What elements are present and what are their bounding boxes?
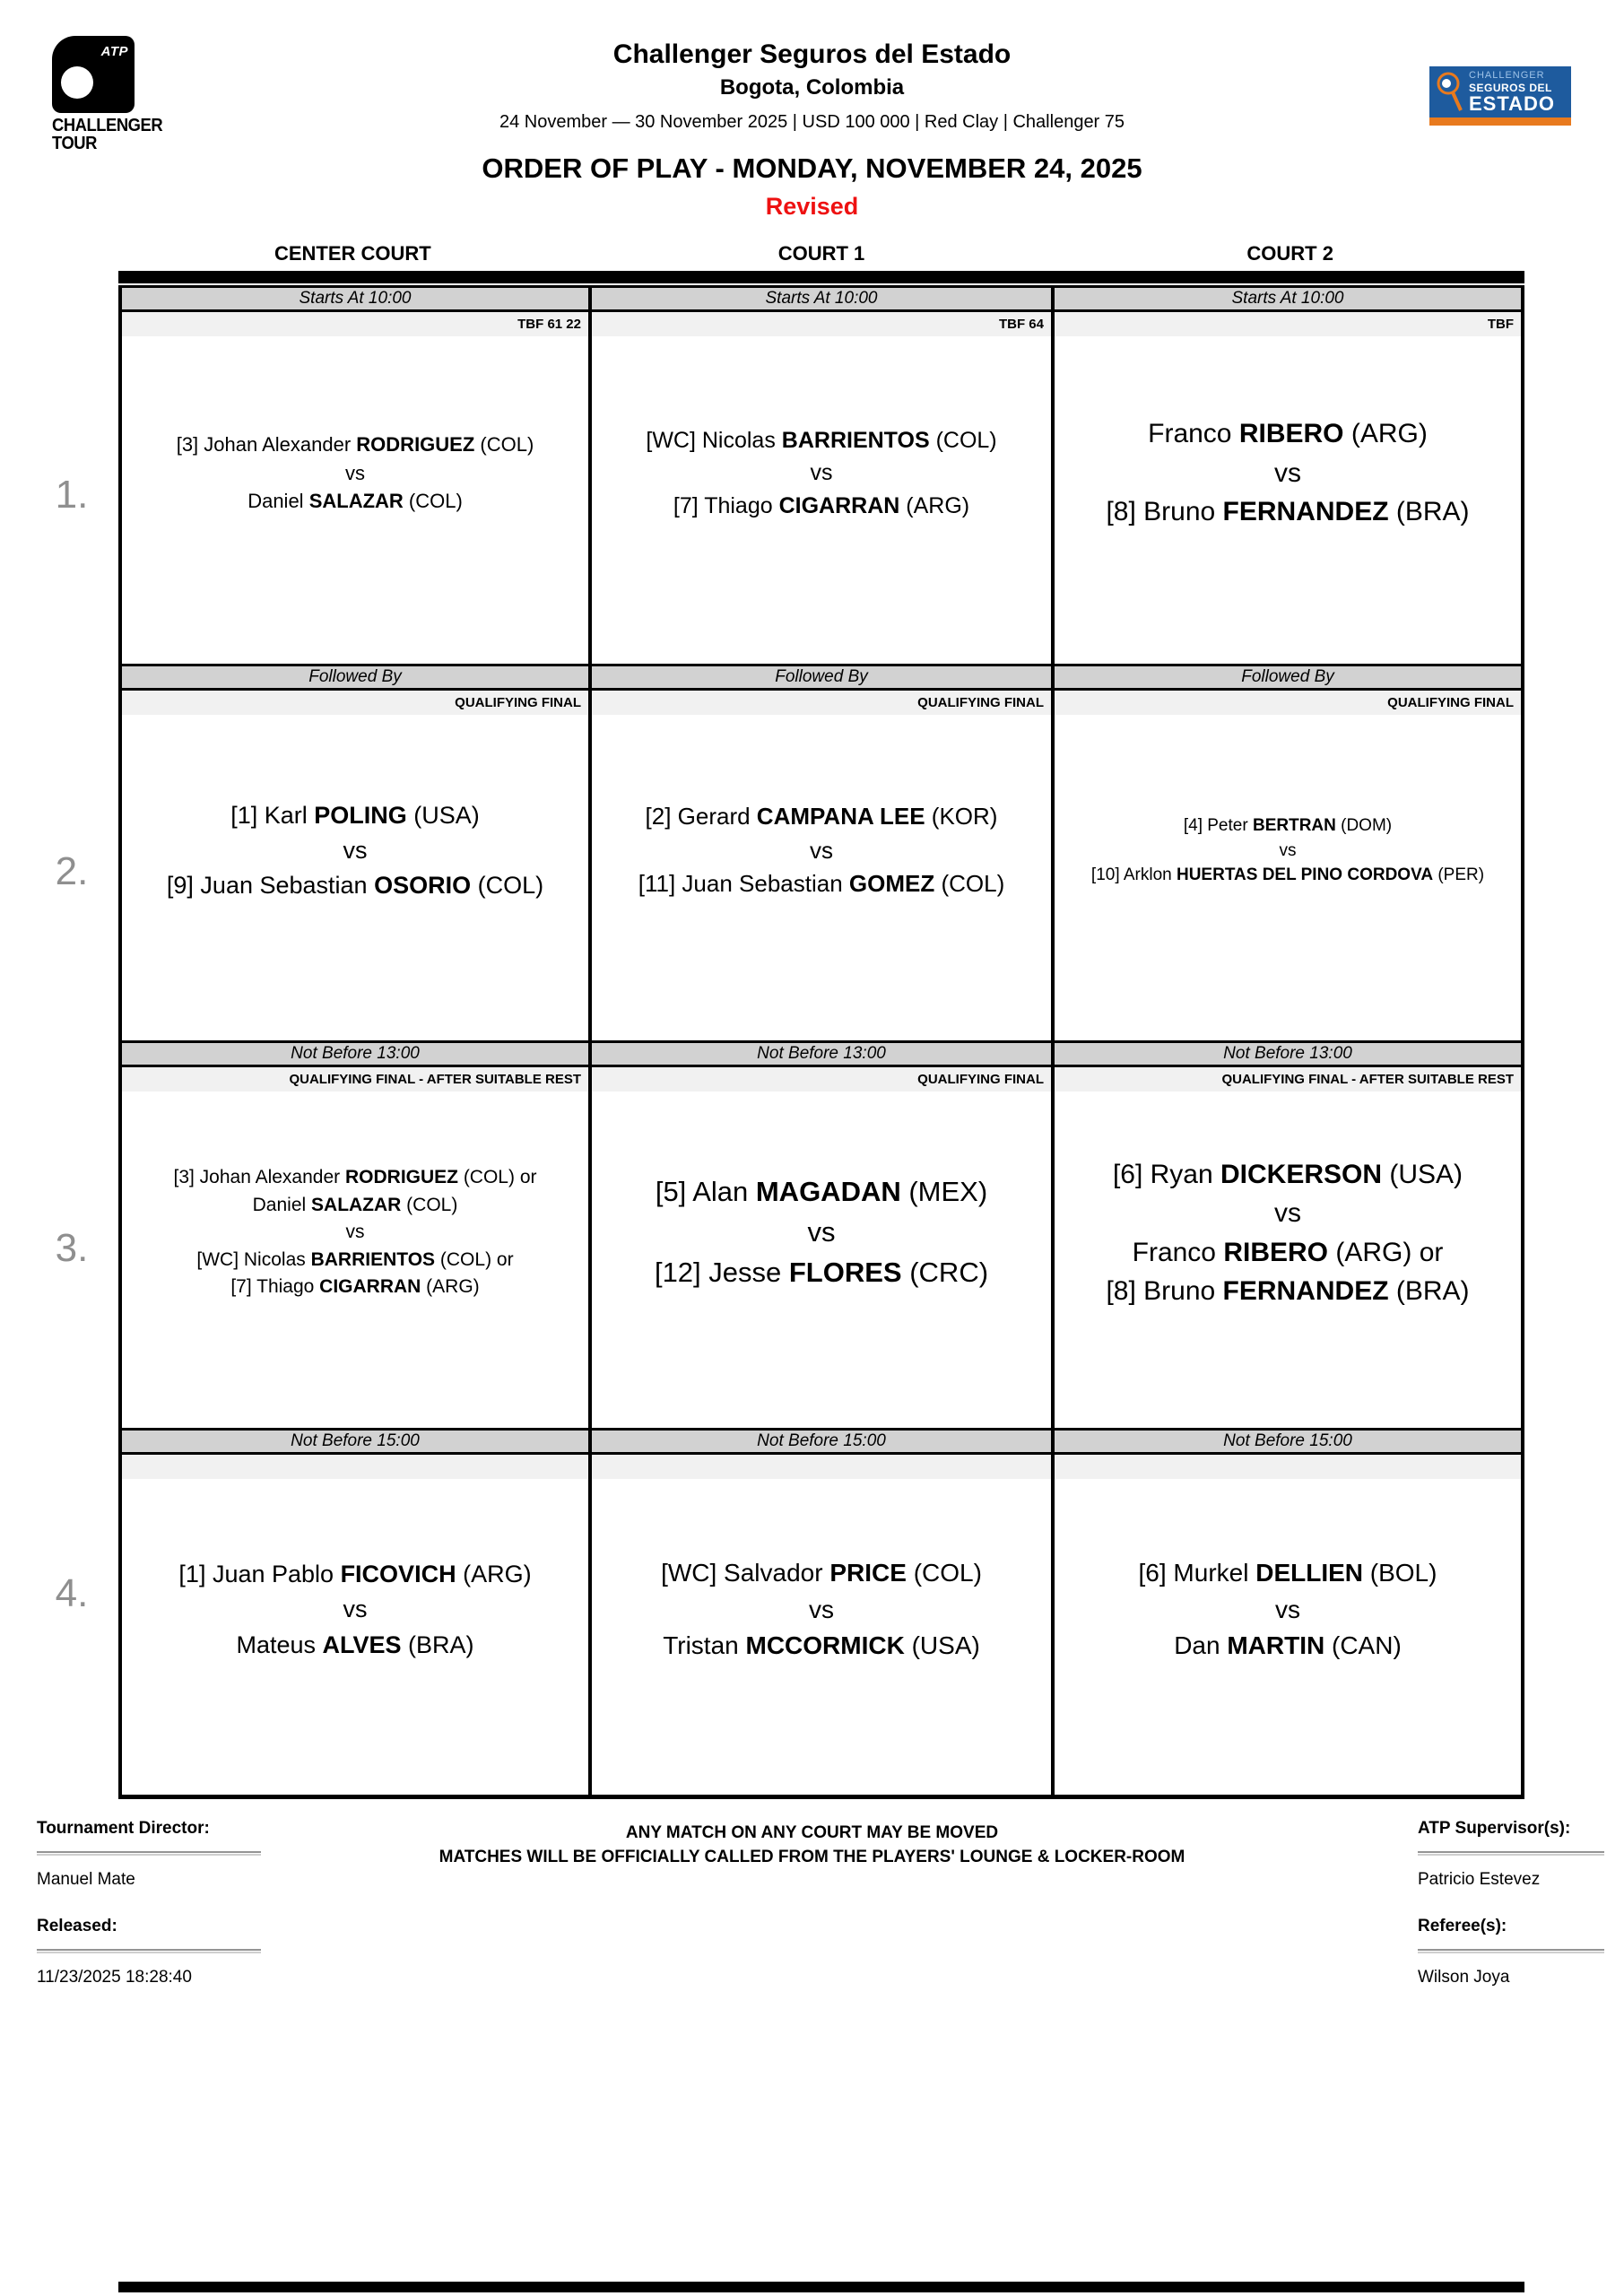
row-number-3: 3. xyxy=(55,1226,89,1270)
footer-notice xyxy=(269,1821,1355,1869)
match-players: [4] Peter BERTRAN (DOM) vs [10] Arklon HUERTAS DEL PINO CORDOVA (PER) xyxy=(1055,715,1521,1040)
released-label: Released: xyxy=(37,1917,117,1935)
match-players: [3] Johan Alexander RODRIGUEZ (COL) vs Daniel SALAZAR (COL) xyxy=(122,336,588,664)
sponsor-line2: SEGUROS DEL xyxy=(1469,81,1552,94)
released-timestamp: 11/23/2025 18:28:40 xyxy=(37,1968,192,1987)
session-header: Not Before 15:00 xyxy=(592,1428,1051,1455)
sponsor-wordmark xyxy=(1469,71,1555,114)
match-cell-r3-court-1 xyxy=(588,1040,1055,1428)
order-of-play-title: ORDER OF PLAY - MONDAY, NOVEMBER 24, 2025 xyxy=(482,152,1142,184)
match-note: QUALIFYING FINAL - AFTER SUITABLE REST xyxy=(122,1067,588,1091)
match-players: Franco RIBERO (ARG) vs [8] Bruno FERNANDEZ (BRA) xyxy=(1055,336,1521,664)
divider xyxy=(37,1949,261,1953)
table-top-bar xyxy=(118,271,1524,283)
row-number-4: 4. xyxy=(55,1571,89,1615)
referee-name: Wilson Joya xyxy=(1418,1968,1510,1987)
match-cell-r2-center-court xyxy=(122,664,588,1040)
match-note: TBF 61 22 xyxy=(122,312,588,336)
match-note: QUALIFYING FINAL xyxy=(592,691,1051,715)
session-header: Starts At 10:00 xyxy=(1055,285,1521,312)
tour-word: TOUR xyxy=(52,134,97,153)
table-row-2 xyxy=(122,664,1521,1040)
sponsor-orange-strip xyxy=(1429,117,1571,126)
session-header: Followed By xyxy=(1055,664,1521,691)
session-header: Not Before 15:00 xyxy=(1055,1428,1521,1455)
tournament-header xyxy=(0,39,1624,221)
match-note: QUALIFYING FINAL - AFTER SUITABLE REST xyxy=(1055,1067,1521,1091)
sponsor-logo-inner xyxy=(1429,66,1571,117)
atp-supervisor-label: ATP Supervisor(s): xyxy=(1418,1819,1571,1838)
match-players: [1] Juan Pablo FICOVICH (ARG) vs Mateus ALVES (BRA) xyxy=(122,1479,588,1795)
match-players: [1] Karl POLING (USA) vs [9] Juan Sebastian OSORIO (COL) xyxy=(122,715,588,1040)
match-cell-r3-center-court xyxy=(122,1040,588,1428)
match-cell-r2-court-2 xyxy=(1055,664,1521,1040)
match-players: [3] Johan Alexander RODRIGUEZ (COL) or Daniel SALAZAR (COL) vs [WC] Nicolas BARRIENTOS (COL) or [7] Thiago CIGARRAN (ARG) xyxy=(122,1091,588,1428)
footer-left xyxy=(37,1819,261,1987)
match-players: [6] Ryan DICKERSON (USA) vs Franco RIBERO (ARG) or [8] Bruno FERNANDEZ (BRA) xyxy=(1055,1091,1521,1428)
match-players: [5] Alan MAGADAN (MEX) vs [12] Jesse FLORES (CRC) xyxy=(592,1091,1051,1428)
court-headers xyxy=(118,242,1524,265)
session-header: Starts At 10:00 xyxy=(122,285,588,312)
match-players: [6] Murkel DELLIEN (BOL) vs Dan MARTIN (CAN) xyxy=(1055,1479,1521,1795)
challenger-word: CHALLENGER xyxy=(52,116,163,135)
sponsor-logo xyxy=(1429,66,1571,126)
session-header: Not Before 13:00 xyxy=(592,1040,1051,1067)
session-header: Not Before 13:00 xyxy=(122,1040,588,1067)
tennis-racket-icon xyxy=(1435,71,1465,114)
match-note xyxy=(122,1455,588,1479)
session-header: Followed By xyxy=(592,664,1051,691)
match-cell-r1-court-2 xyxy=(1055,285,1521,664)
court-header-court-2: COURT 2 xyxy=(1246,242,1333,265)
footer-notice-line1: ANY MATCH ON ANY COURT MAY BE MOVED xyxy=(625,1823,999,1842)
sponsor-line1: CHALLENGER xyxy=(1469,69,1545,81)
divider xyxy=(37,1851,261,1856)
row-number-1: 1. xyxy=(55,473,89,517)
session-header: Not Before 15:00 xyxy=(122,1428,588,1455)
table-row-1 xyxy=(122,285,1521,664)
match-note xyxy=(592,1455,1051,1479)
session-header: Starts At 10:00 xyxy=(592,285,1051,312)
row-number-2: 2. xyxy=(55,849,89,893)
table-row-4 xyxy=(122,1428,1521,1795)
match-cell-r4-court-2 xyxy=(1055,1428,1521,1795)
referee-label: Referee(s): xyxy=(1418,1917,1507,1935)
divider xyxy=(1418,1949,1604,1953)
footer-right xyxy=(1418,1819,1604,1987)
match-note xyxy=(1055,1455,1521,1479)
match-cell-r1-center-court xyxy=(122,285,588,664)
match-note: TBF 64 xyxy=(592,312,1051,336)
session-header: Not Before 13:00 xyxy=(1055,1040,1521,1067)
court-header-court-1: COURT 1 xyxy=(777,242,865,265)
match-cell-r3-court-2 xyxy=(1055,1040,1521,1428)
match-players: [WC] Salvador PRICE (COL) vs Tristan MCCORMICK (USA) xyxy=(592,1479,1051,1795)
schedule-table xyxy=(118,285,1524,1799)
atp-logo-text: ATP xyxy=(100,44,128,59)
page-bottom-bar xyxy=(118,2282,1524,2292)
match-note: QUALIFYING FINAL xyxy=(592,1067,1051,1091)
match-cell-r4-center-court xyxy=(122,1428,588,1795)
court-header-center-court: CENTER COURT xyxy=(274,242,431,265)
table-row-3 xyxy=(122,1040,1521,1428)
tournament-location: Bogota, Colombia xyxy=(719,75,905,100)
match-players: [2] Gerard CAMPANA LEE (KOR) vs [11] Juan Sebastian GOMEZ (COL) xyxy=(592,715,1051,1040)
tournament-director-name: Manuel Mate xyxy=(37,1870,135,1889)
tournament-title: Challenger Seguros del Estado xyxy=(612,39,1012,69)
tournament-director-label: Tournament Director: xyxy=(37,1819,210,1838)
match-cell-r4-court-1 xyxy=(588,1428,1055,1795)
footer-notice-line2: MATCHES WILL BE OFFICIALLY CALLED FROM THE PLAYERS' LOUNGE & LOCKER-ROOM xyxy=(439,1848,1185,1866)
match-note: TBF xyxy=(1055,312,1521,336)
match-cell-r1-court-1 xyxy=(588,285,1055,664)
revised-label: Revised xyxy=(765,193,859,220)
match-cell-r2-court-1 xyxy=(588,664,1055,1040)
atp-supervisor-name: Patricio Estevez xyxy=(1418,1870,1541,1889)
tournament-details: 24 November — 30 November 2025 | USD 100 000 | Red Clay | Challenger 75 xyxy=(499,112,1125,132)
session-header: Followed By xyxy=(122,664,588,691)
divider xyxy=(1418,1851,1604,1856)
match-players: [WC] Nicolas BARRIENTOS (COL) vs [7] Thiago CIGARRAN (ARG) xyxy=(592,336,1051,664)
sponsor-line3: ESTADO xyxy=(1469,91,1556,115)
match-note: QUALIFYING FINAL xyxy=(1055,691,1521,715)
match-note: QUALIFYING FINAL xyxy=(122,691,588,715)
